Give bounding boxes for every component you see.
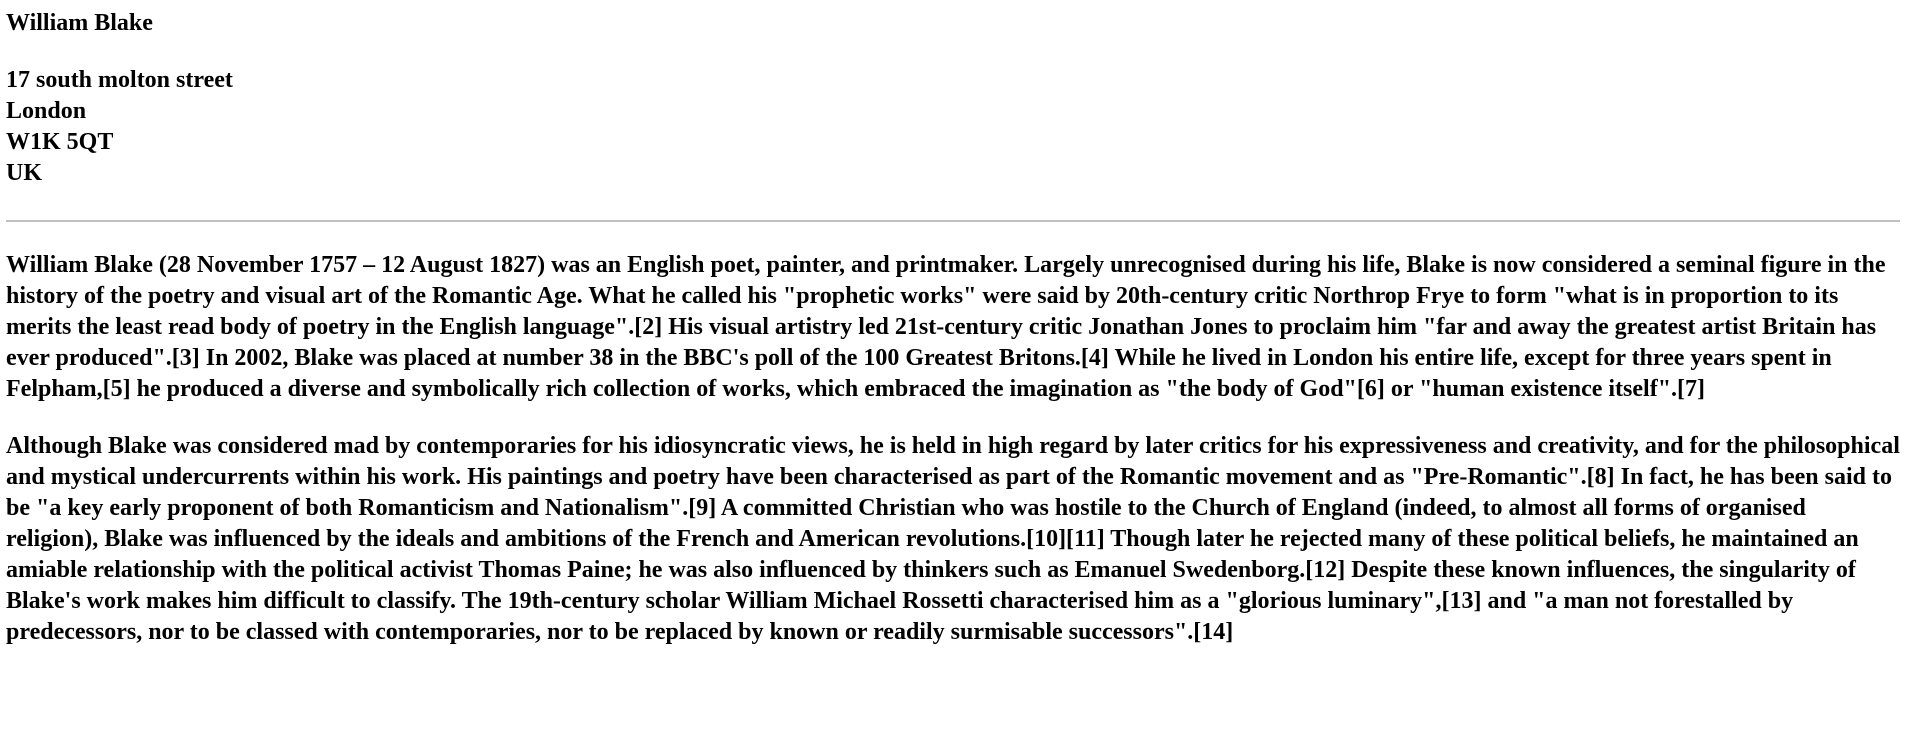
address-postcode: W1K 5QT <box>6 129 114 155</box>
bio-paragraph: Although Blake was considered mad by contemporaries for his idiosyncratic views, he is held in high regard by later critics for his expressiveness and creativity, and for the philosophical and mystical undercurrents within his work. His paintings and poetry have been characterised as part of the Romantic movement and as "Pre-Romantic".[8] In fact, he has been said to be "a key early proponent of both Romanticism and Nationalism".[9] A committed Christian who was hostile to the Church of England (indeed, to almost all forms of organised religion), Blake was influenced by the ideals and ambitions of the French and American revolutions.[10][11] Though later he rejected many of these political beliefs, he maintained an amiable relationship with the political activist Thomas Paine; he was also influenced by thinkers such as Emanuel Swedenborg.[12] Despite these known influences, the singularity of Blake's work makes him difficult to classify. The 19th-century scholar William Michael Rossetti characterised him as a "glorious luminary",[13] and "a man not forestalled by predecessors, nor to be classed with contemporaries, nor to be replaced by known or readily surmisable successors".[14] <box>6 433 1900 645</box>
bio-paragraph: William Blake (28 November 1757 – 12 August 1827) was an English poet, painter, and printmaker. Largely unrecognised during his life, Blake is now considered a seminal figure in the history of the poetry and visual art of the Romantic Age. What he called his "prophetic works" were said by 20th-century critic Northrop Frye to form "what is in proportion to its merits the least read body of poetry in the English language".[2] His visual artistry led 21st-century critic Jonathan Jones to proclaim him "far and away the greatest artist Britain has ever produced".[3] In 2002, Blake was placed at number 38 in the BBC's poll of the 100 Greatest Britons.[4] While he lived in London his entire life, except for three years spent in Felpham,[5] he produced a diverse and symbolically rich collection of works, which embraced the imagination as "the body of God"[6] or "human existence itself".[7] <box>6 252 1886 402</box>
biography <box>6 250 1900 648</box>
address-country: UK <box>6 160 42 186</box>
address-block <box>6 65 1900 189</box>
address-street: 17 south molton street <box>6 67 233 93</box>
divider <box>6 220 1900 222</box>
address-city: London <box>6 98 87 124</box>
author-name: William Blake <box>6 10 153 36</box>
